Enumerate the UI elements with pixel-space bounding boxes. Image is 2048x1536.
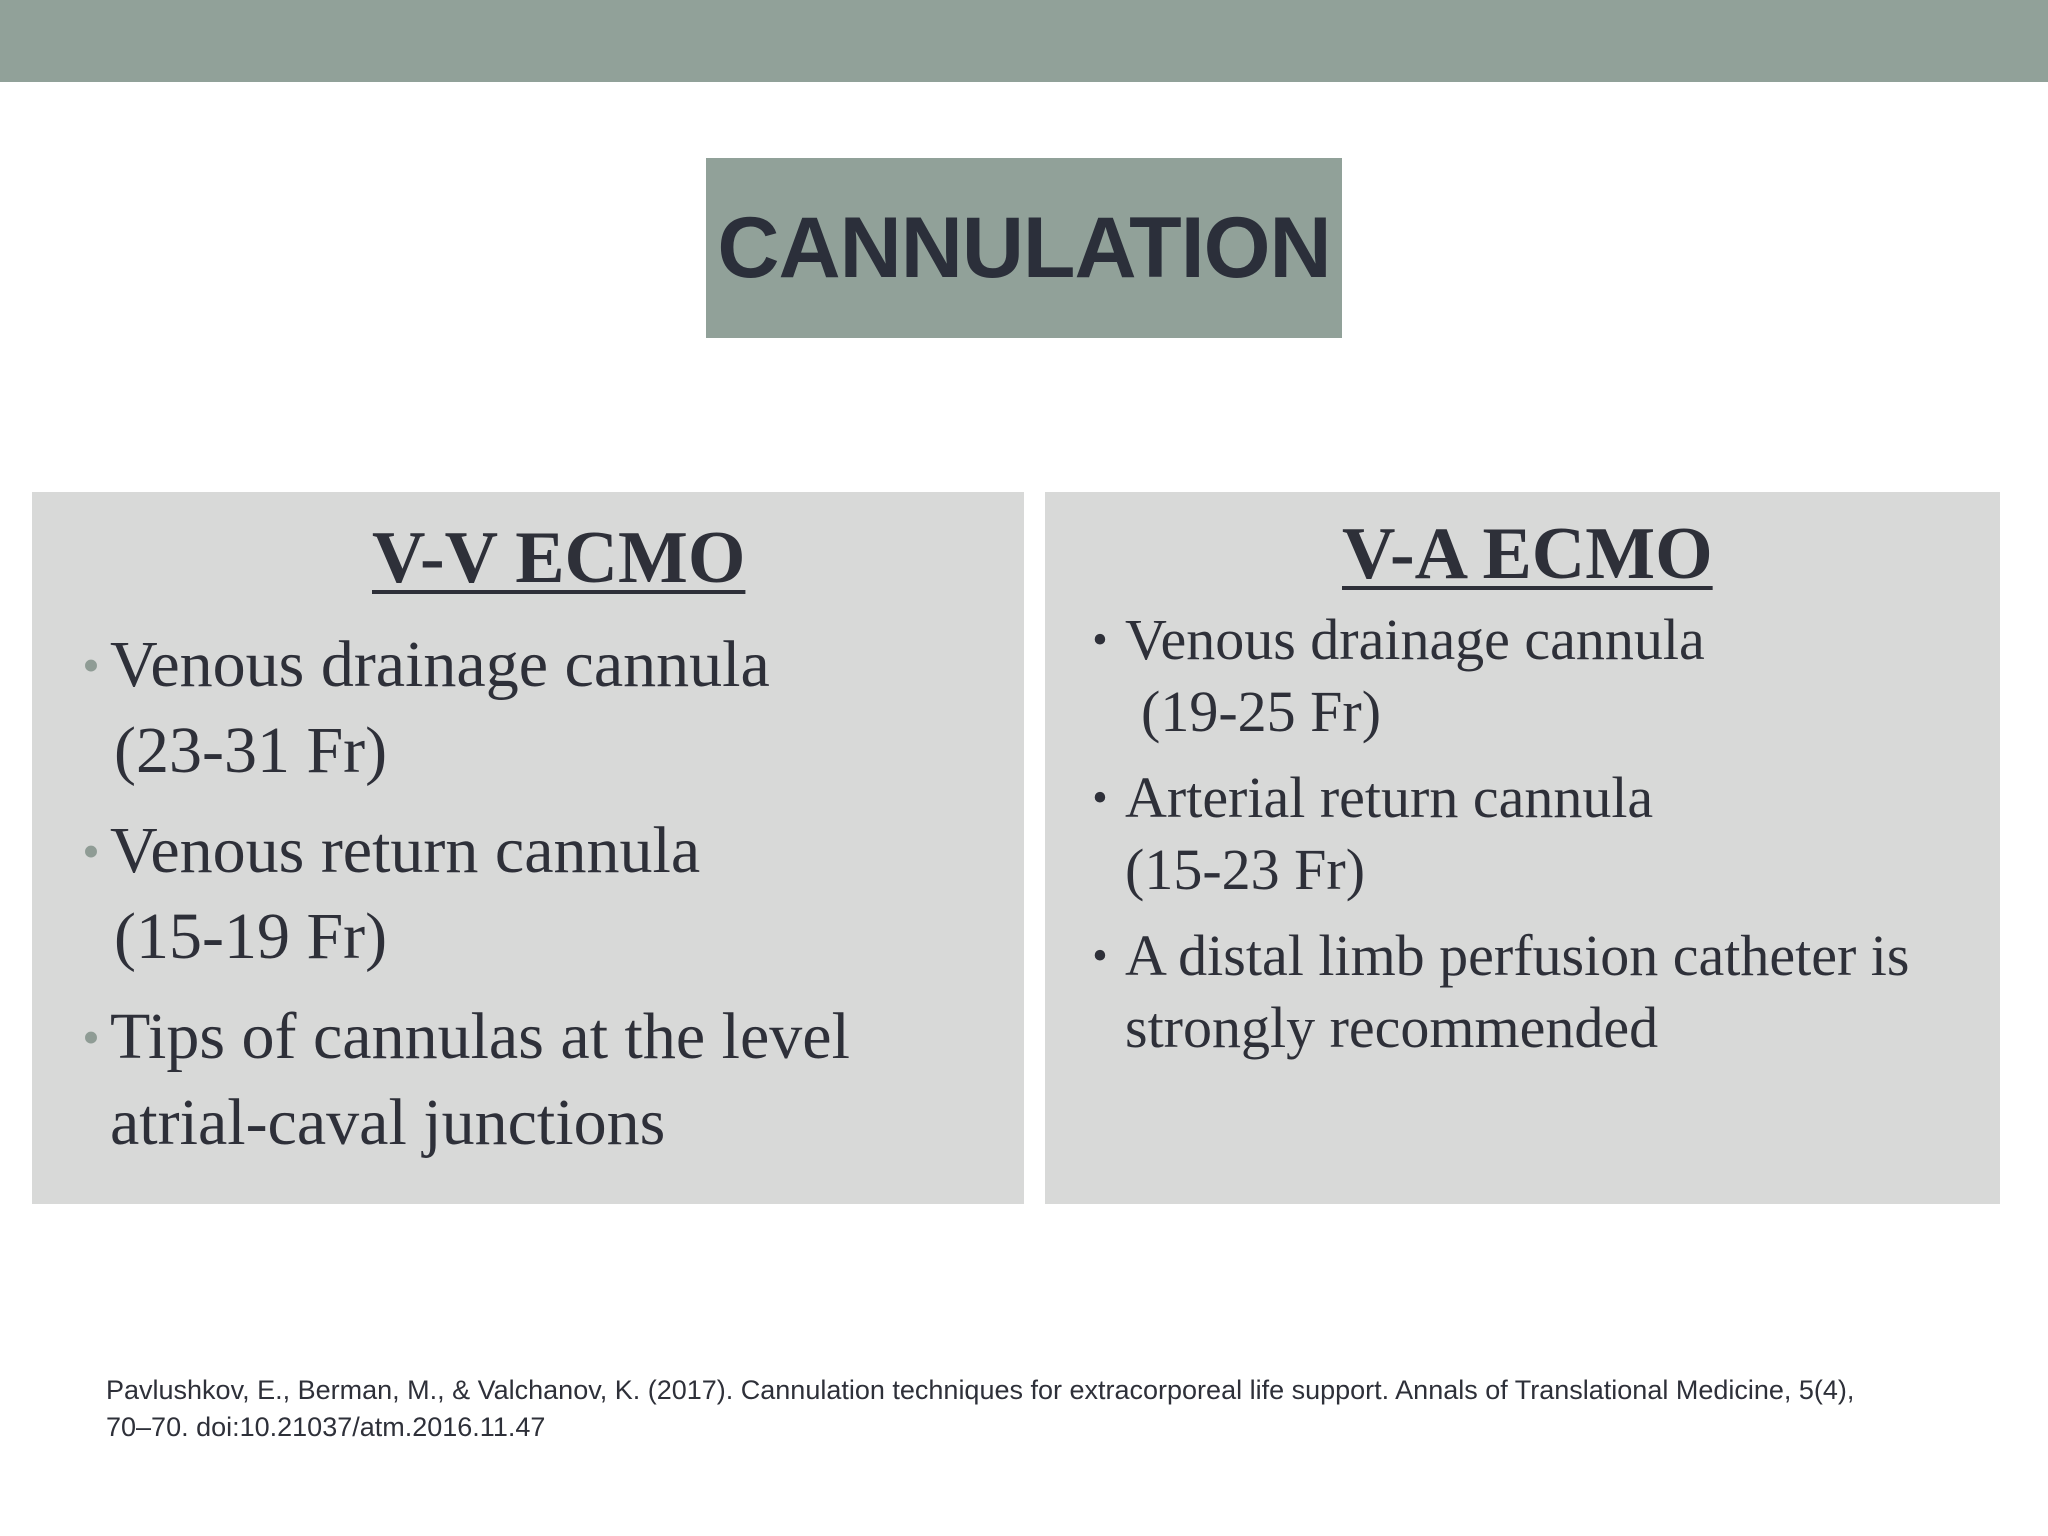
list-item xyxy=(72,622,1002,794)
bullet-text: (15-19 Fr) xyxy=(114,900,388,973)
bullet-text: strongly recommended xyxy=(1125,995,1659,1060)
citation-line: 70–70. doi:10.21037/atm.2016.11.47 xyxy=(106,1412,546,1442)
bullet-text: (23-31 Fr) xyxy=(114,714,388,787)
bullet-text: Venous return cannula xyxy=(110,814,701,887)
bullet-icon: • xyxy=(1092,615,1108,664)
list-item xyxy=(72,994,1002,1166)
vv-ecmo-bullet-list xyxy=(72,622,1002,1180)
bullet-text: (15-23 Fr) xyxy=(1125,837,1366,902)
bullet-text: A distal limb perfusion catheter is xyxy=(1125,923,1910,988)
va-ecmo-bullet-list xyxy=(1075,604,2000,1078)
top-banner xyxy=(0,0,2048,82)
va-ecmo-heading: V-A ECMO xyxy=(1342,513,1713,595)
bullet-icon: • xyxy=(1092,931,1108,980)
list-item xyxy=(1075,920,2000,1064)
bullet-text: Arterial return cannula xyxy=(1125,765,1654,830)
title-box xyxy=(706,158,1342,338)
slide-title: CANNULATION xyxy=(717,199,1331,296)
citation-line: Pavlushkov, E., Berman, M., & Valchanov, K. (2017). Cannulation techniques for extracorporeal life support. Annals of Translational Medicine, 5(4), xyxy=(106,1375,1855,1405)
bullet-text: (19-25 Fr) xyxy=(1141,679,1382,744)
list-item xyxy=(1075,604,2000,748)
va-ecmo-panel xyxy=(1045,492,2000,1204)
bullet-text: Venous drainage cannula xyxy=(110,628,770,701)
bullet-icon: • xyxy=(82,637,100,693)
list-item xyxy=(72,808,1002,980)
bullet-icon: • xyxy=(82,823,100,879)
reference-citation xyxy=(106,1372,1986,1446)
bullet-icon: • xyxy=(1092,773,1108,822)
bullet-text: Venous drainage cannula xyxy=(1125,607,1705,672)
bullet-icon: • xyxy=(82,1009,100,1065)
vv-ecmo-heading: V-V ECMO xyxy=(372,517,746,599)
list-item xyxy=(1075,762,2000,906)
vv-ecmo-panel xyxy=(32,492,1024,1204)
bullet-text: atrial-caval junctions xyxy=(110,1086,666,1159)
bullet-text: Tips of cannulas at the level xyxy=(110,1000,850,1073)
